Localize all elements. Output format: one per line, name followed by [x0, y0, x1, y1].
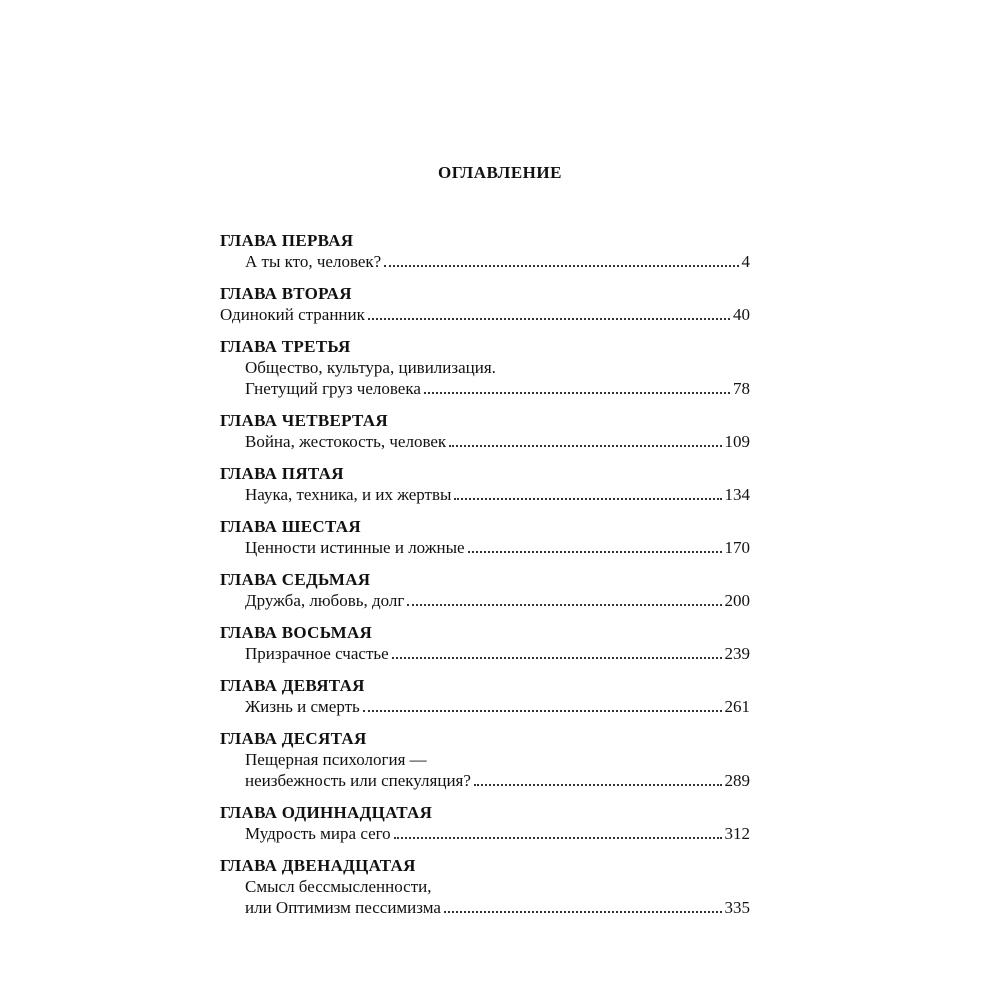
chapter-entry[interactable]	[245, 251, 750, 272]
toc-chapter	[220, 675, 750, 717]
entry-line	[245, 643, 750, 664]
toc-chapter	[220, 802, 750, 844]
chapter-title: Гнетущий груз человека	[245, 379, 421, 398]
page-number: 4	[741, 252, 750, 271]
chapter-title: Мудрость мира сего	[245, 824, 391, 843]
page-number: 239	[724, 644, 750, 663]
chapter-title: Общество, культура, цивилизация.	[245, 358, 496, 377]
toc-chapter	[220, 728, 750, 791]
chapter-title: Одинокий странник	[220, 305, 365, 324]
chapter-heading: ГЛАВА ШЕСТАЯ	[220, 517, 361, 536]
chapter-entry[interactable]	[245, 696, 750, 717]
dot-leader	[384, 264, 738, 267]
dot-leader	[424, 391, 730, 394]
page-number: 134	[724, 485, 750, 504]
page-number: 78	[733, 379, 750, 398]
entry-line	[245, 590, 750, 611]
chapter-entry[interactable]	[245, 537, 750, 558]
chapter-title: или Оптимизм пессимизма	[245, 898, 441, 917]
toc-chapter	[220, 855, 750, 918]
page-number: 312	[724, 824, 750, 843]
toc-chapter	[220, 410, 750, 452]
page-number: 109	[724, 432, 750, 451]
chapter-title: Пещерная психология —	[245, 750, 427, 769]
dot-leader	[363, 709, 722, 712]
chapter-title: Призрачное счастье	[245, 644, 389, 663]
chapter-entry[interactable]	[245, 749, 750, 791]
entry-line	[245, 431, 750, 452]
entry-line	[245, 251, 750, 272]
chapter-heading: ГЛАВА ВОСЬМАЯ	[220, 623, 373, 642]
chapter-heading: ГЛАВА ВТОРАЯ	[220, 284, 352, 303]
dot-leader	[394, 836, 722, 839]
dot-leader	[474, 783, 722, 786]
page-number: 170	[724, 538, 750, 557]
chapter-heading: ГЛАВА ПЕРВАЯ	[220, 231, 354, 250]
chapter-entry[interactable]	[245, 484, 750, 505]
entry-line	[245, 897, 750, 918]
chapter-heading: ГЛАВА ОДИННАДЦАТАЯ	[220, 803, 433, 822]
toc-chapter	[220, 283, 750, 325]
chapter-title: Смысл бессмысленности,	[245, 877, 432, 896]
chapter-entry[interactable]	[245, 431, 750, 452]
toc-chapter	[220, 516, 750, 558]
dot-leader	[454, 497, 721, 500]
entry-line	[245, 378, 750, 399]
dot-leader	[468, 550, 722, 553]
chapter-entry[interactable]	[245, 823, 750, 844]
toc-chapter	[220, 463, 750, 505]
chapter-heading: ГЛАВА ЧЕТВЕРТАЯ	[220, 411, 388, 430]
toc-chapter	[220, 230, 750, 272]
chapter-title: Война, жестокость, человек	[245, 432, 447, 451]
entry-line	[220, 304, 750, 325]
chapter-heading: ГЛАВА ДЕВЯТАЯ	[220, 676, 365, 695]
toc-chapter	[220, 569, 750, 611]
chapter-heading: ГЛАВА ДВЕНАДЦАТАЯ	[220, 856, 416, 875]
entry-line	[245, 696, 750, 717]
dot-leader	[449, 444, 721, 447]
chapter-title: А ты кто, человек?	[245, 252, 382, 271]
toc-chapter	[220, 336, 750, 399]
dot-leader	[444, 910, 722, 913]
chapter-heading: ГЛАВА ПЯТАЯ	[220, 464, 344, 483]
page-number: 289	[724, 771, 750, 790]
chapter-title: Дружба, любовь, долг	[245, 591, 405, 610]
toc-list	[220, 230, 750, 929]
page-number: 40	[733, 305, 750, 324]
chapter-heading: ГЛАВА ТРЕТЬЯ	[220, 337, 351, 356]
toc-chapter	[220, 622, 750, 664]
entry-line	[245, 823, 750, 844]
chapter-title: Наука, техника, и их жертвы	[245, 485, 452, 504]
chapter-entry[interactable]	[245, 876, 750, 918]
dot-leader	[407, 603, 721, 606]
chapter-entry[interactable]	[245, 590, 750, 611]
chapter-entry[interactable]	[220, 304, 750, 325]
page-number: 335	[724, 898, 750, 917]
page-number: 261	[724, 697, 750, 716]
dot-leader	[368, 317, 730, 320]
dot-leader	[392, 656, 722, 659]
entry-line	[245, 484, 750, 505]
chapter-title: Ценности истинные и ложные	[245, 538, 465, 557]
chapter-entry[interactable]	[245, 643, 750, 664]
chapter-entry[interactable]	[245, 357, 750, 399]
page-number: 200	[724, 591, 750, 610]
chapter-heading: ГЛАВА СЕДЬМАЯ	[220, 570, 371, 589]
entry-line	[245, 770, 750, 791]
toc-title: ОГЛАВЛЕНИЕ	[438, 163, 562, 182]
entry-line	[245, 537, 750, 558]
chapter-title: неизбежность или спекуляция?	[245, 771, 471, 790]
chapter-heading: ГЛАВА ДЕСЯТАЯ	[220, 729, 367, 748]
chapter-title: Жизнь и смерть	[245, 697, 360, 716]
